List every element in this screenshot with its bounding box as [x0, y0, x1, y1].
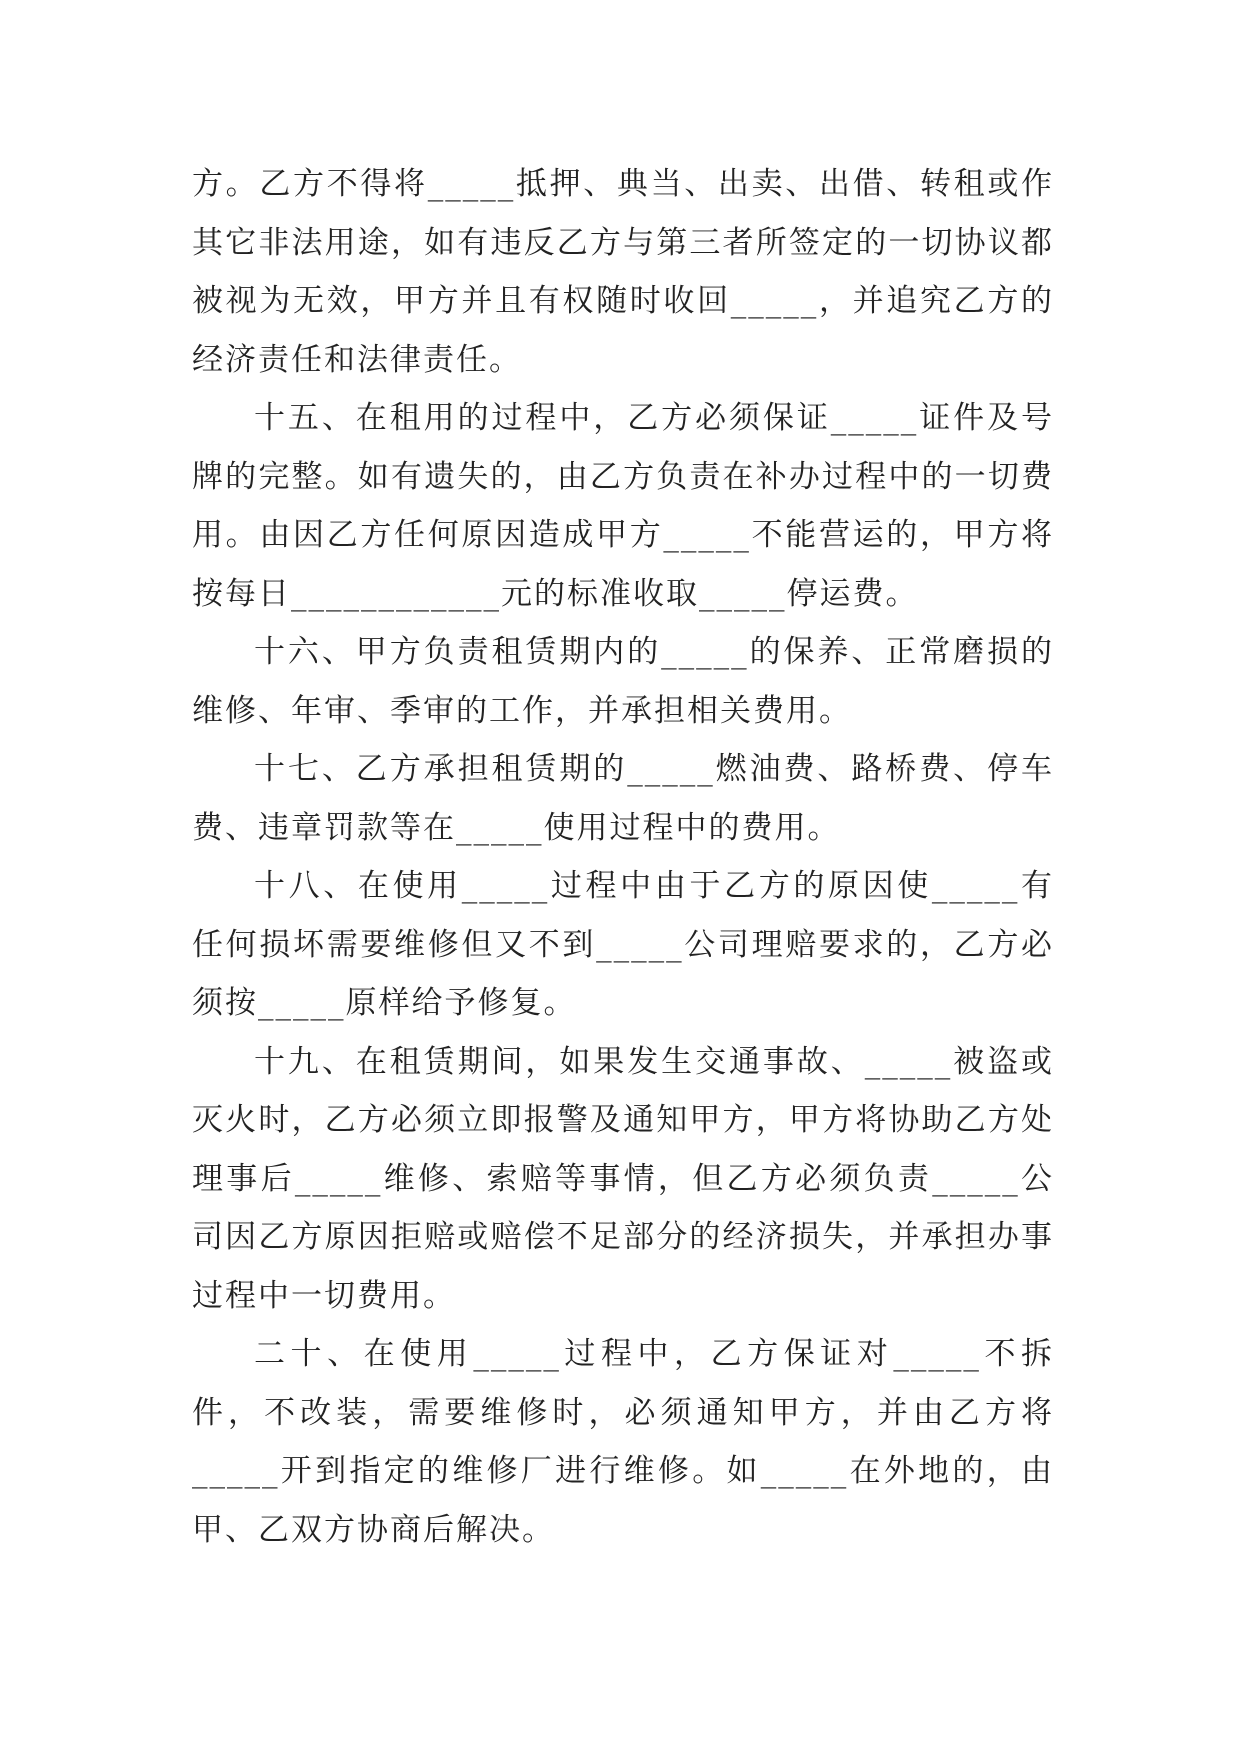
- paragraph-continuation: 方。乙方不得将_____抵押、典当、出卖、出借、转租或作其它非法用途，如有违反乙方与第三者所签定的一切协议都被视为无效，甲方并且有权随时收回_____，并追究乙方的经济责任和法律责任。: [192, 166, 1054, 378]
- paragraph-clause-17: 十七、乙方承担租赁期的_____燃油费、路桥费、停车费、违章罚款等在_____使用过程中的费用。: [192, 751, 1054, 846]
- paragraph-clause-16: 十六、甲方负责租赁期内的_____的保养、正常磨损的维修、年审、季审的工作，并承担相关费用。: [192, 634, 1054, 729]
- paragraph-clause-20: 二十、在使用_____过程中，乙方保证对_____不拆件，不改装，需要维修时，必须通知甲方，并由乙方将_____开到指定的维修厂进行维修。如_____在外地的，由甲、乙双方协商后解决。: [192, 1336, 1054, 1548]
- paragraph-clause-18: 十八、在使用_____过程中由于乙方的原因使_____有任何损坏需要维修但又不到_____公司理赔要求的，乙方必须按_____原样给予修复。: [192, 868, 1054, 1021]
- paragraph-clause-15: 十五、在租用的过程中，乙方必须保证_____证件及号牌的完整。如有遗失的，由乙方负责在补办过程中的一切费用。由因乙方任何原因造成甲方_____不能营运的，甲方将按每日____________元的标准收取_____停运费。: [192, 400, 1054, 612]
- paragraph-clause-19: 十九、在租赁期间，如果发生交通事故、_____被盗或灭火时，乙方必须立即报警及通知甲方，甲方将协助乙方处理事后_____维修、索赔等事情，但乙方必须负责_____公司因乙方原因拒赔或赔偿不足部分的经济损失，并承担办事过程中一切费用。: [192, 1043, 1054, 1314]
- document-body: [192, 155, 1054, 1559]
